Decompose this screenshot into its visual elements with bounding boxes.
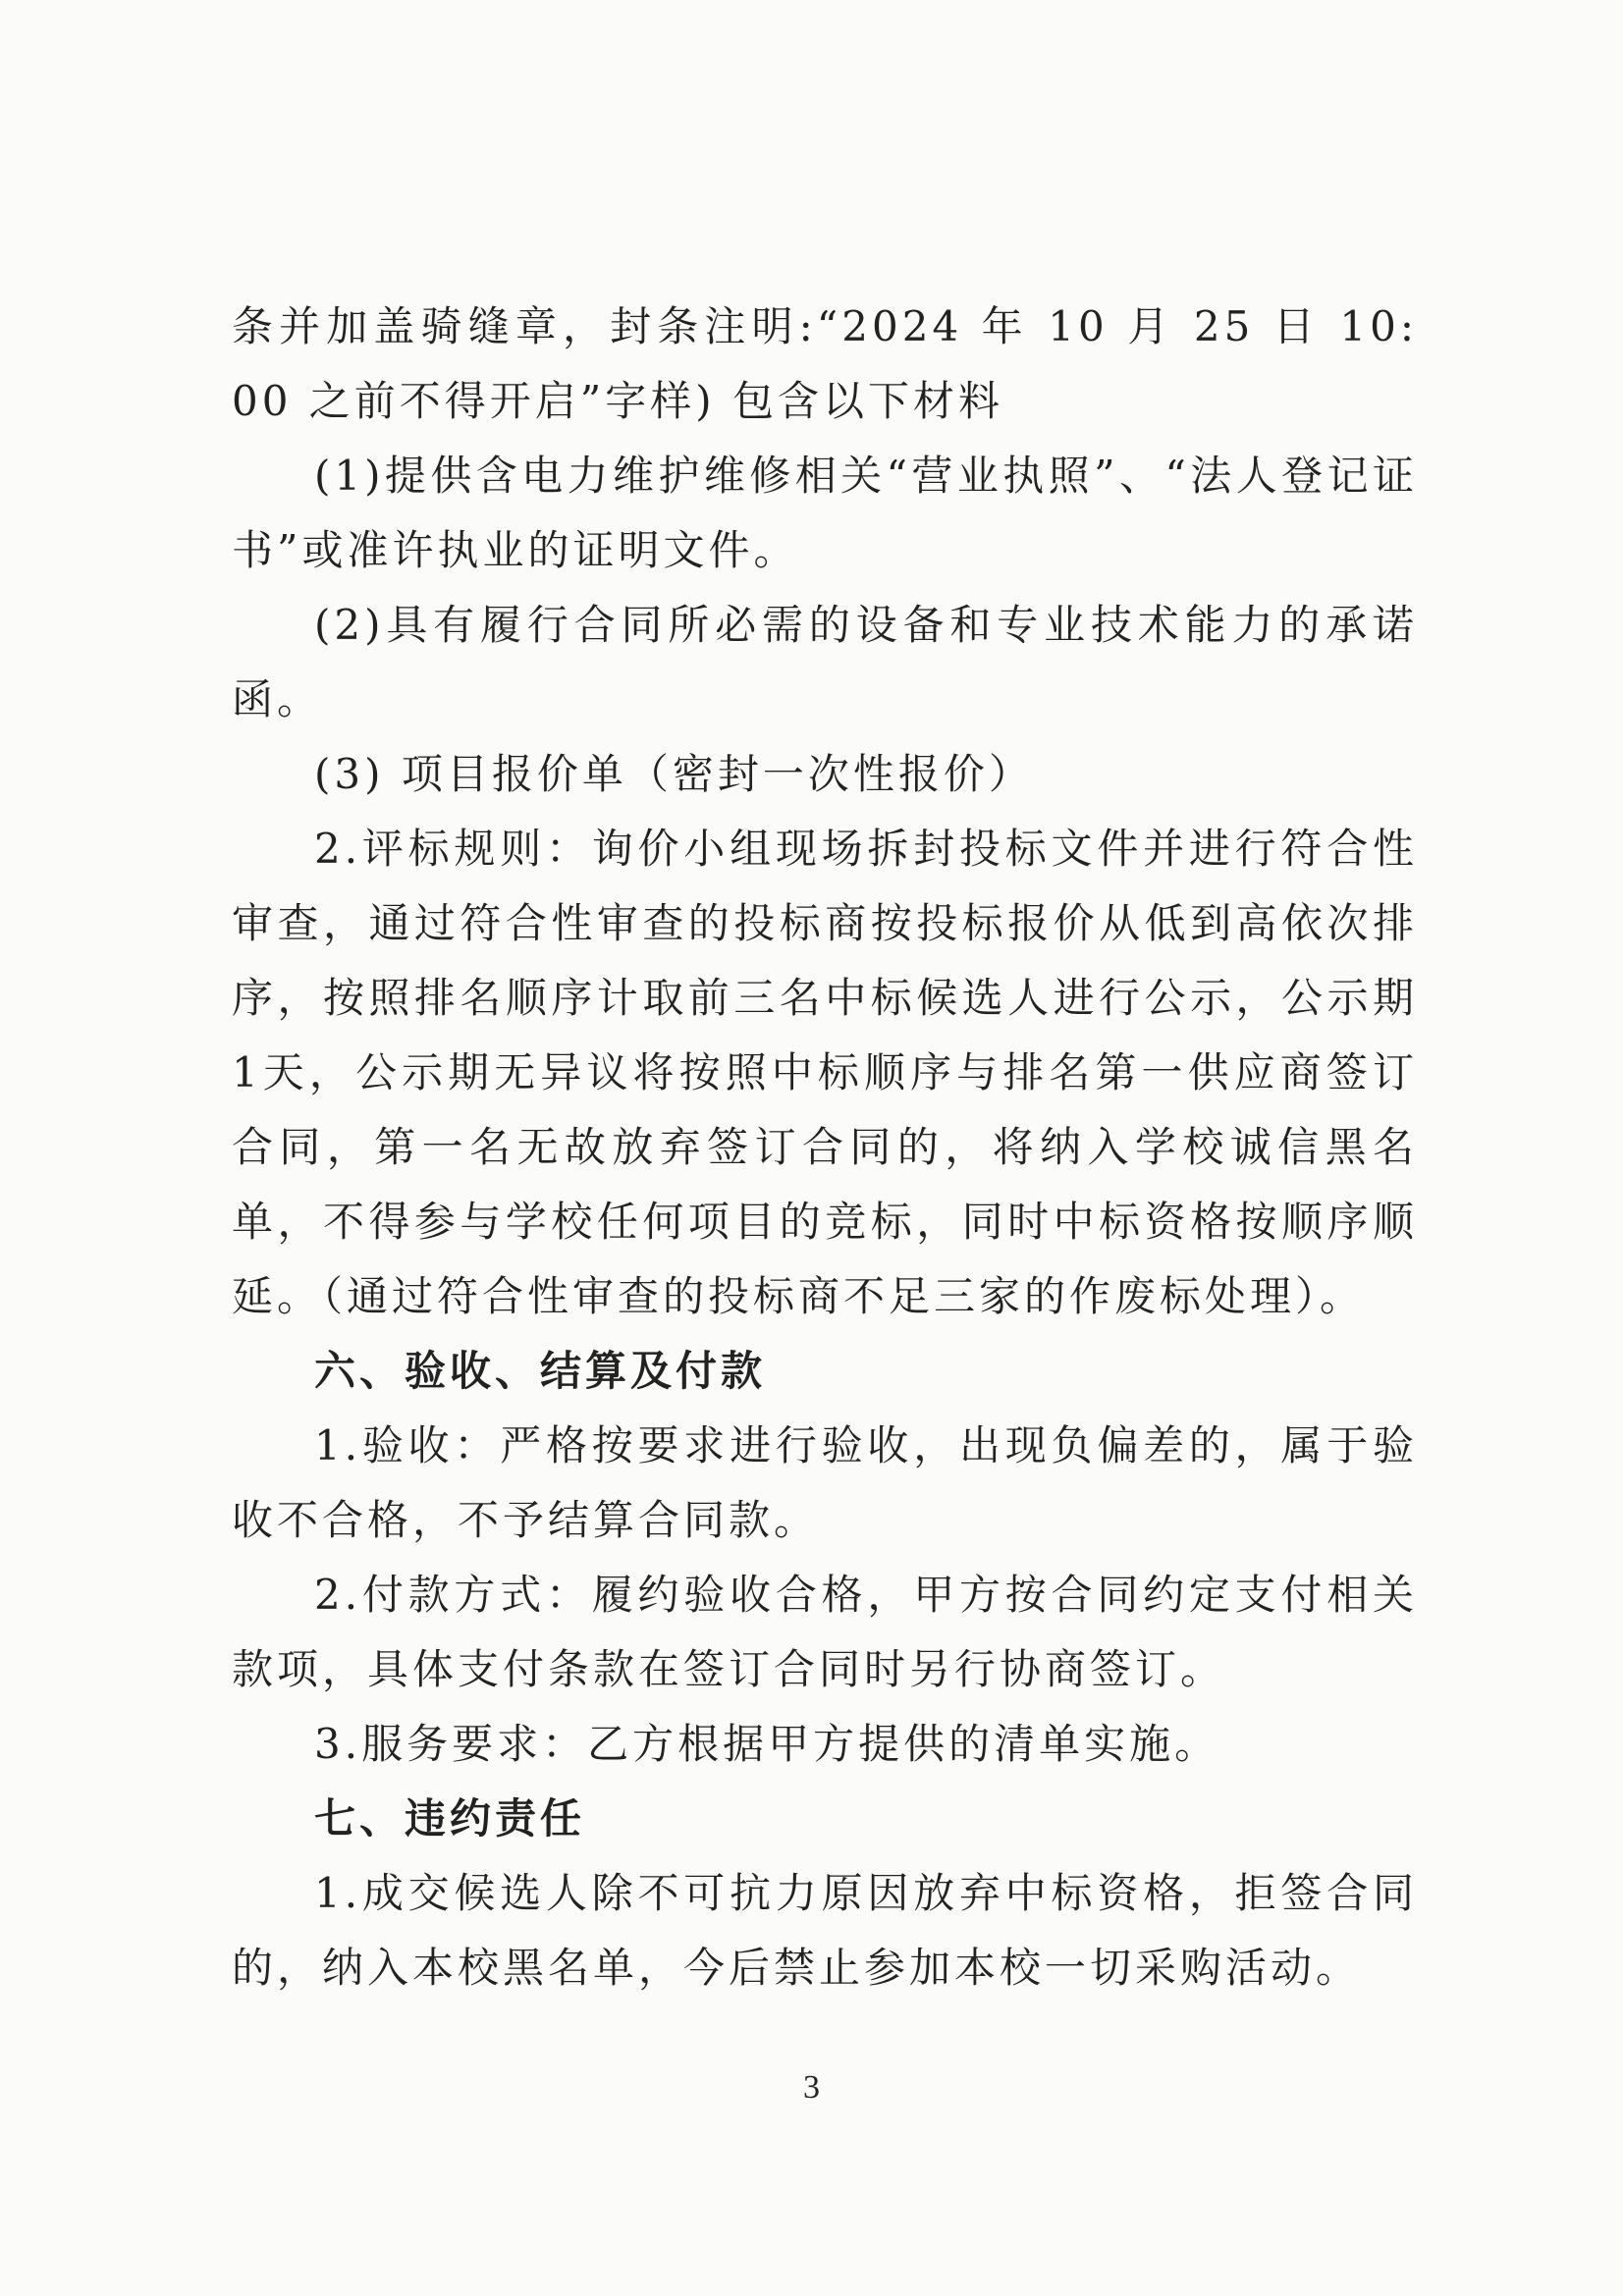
- paragraph-blacklist: 1.成交候选人除不可抗力原因放弃中标资格，拒签合同的，纳入本校黑名单，今后禁止参加本校一切采购活动。: [232, 1869, 1418, 1992]
- paragraph-acceptance: 1.验收：严格按要求进行验收，出现负偏差的，属于验收不合格，不予结算合同款。: [232, 1421, 1418, 1544]
- paragraph-commitment-letter: (2)具有履行合同所必需的设备和专业技术能力的承诺函。: [232, 601, 1418, 723]
- paragraph-sealing-note: 条并加盖骑缝章，封条注明:“2024 年 10 月 25 日 10: 00 之前不得开启”字样) 包含以下材料: [232, 302, 1418, 425]
- heading-acceptance-settlement: 六、验收、结算及付款: [314, 1347, 767, 1395]
- paragraph-evaluation-rules: 2.评标规则：询价小组现场拆封投标文件并进行符合性审查，通过符合性审查的投标商按投标报价从低到高依次排序，按照排名顺序计取前三名中标候选人进行公示，公示期1天，公示期无异议将按照中标顺序与排名第一供应商签订合同，第一名无故放弃签订合同的，将纳入学校诚信黑名单，不得参与学校任何项目的竞标，同时中标资格按顺序顺延。（通过符合性审查的投标商不足三家的作废标处理）。: [232, 825, 1418, 1320]
- page-number: 3: [803, 2069, 820, 2106]
- heading-liability: 七、违约责任: [314, 1794, 586, 1842]
- paragraph-service-requirements: 3.服务要求：乙方根据甲方提供的清单实施。: [314, 1720, 1220, 1768]
- paragraph-quotation: (3) 项目报价单（密封一次性报价）: [314, 750, 1034, 798]
- document-body: [232, 290, 1418, 2005]
- paragraph-payment-method: 2.付款方式：履约验收合格，甲方按合同约定支付相关款项，具体支付条款在签订合同时另行协商签订。: [232, 1571, 1418, 1693]
- paragraph-business-license: (1)提供含电力维护维修相关“营业执照”、“法人登记证书”或准许执业的证明文件。: [232, 452, 1418, 574]
